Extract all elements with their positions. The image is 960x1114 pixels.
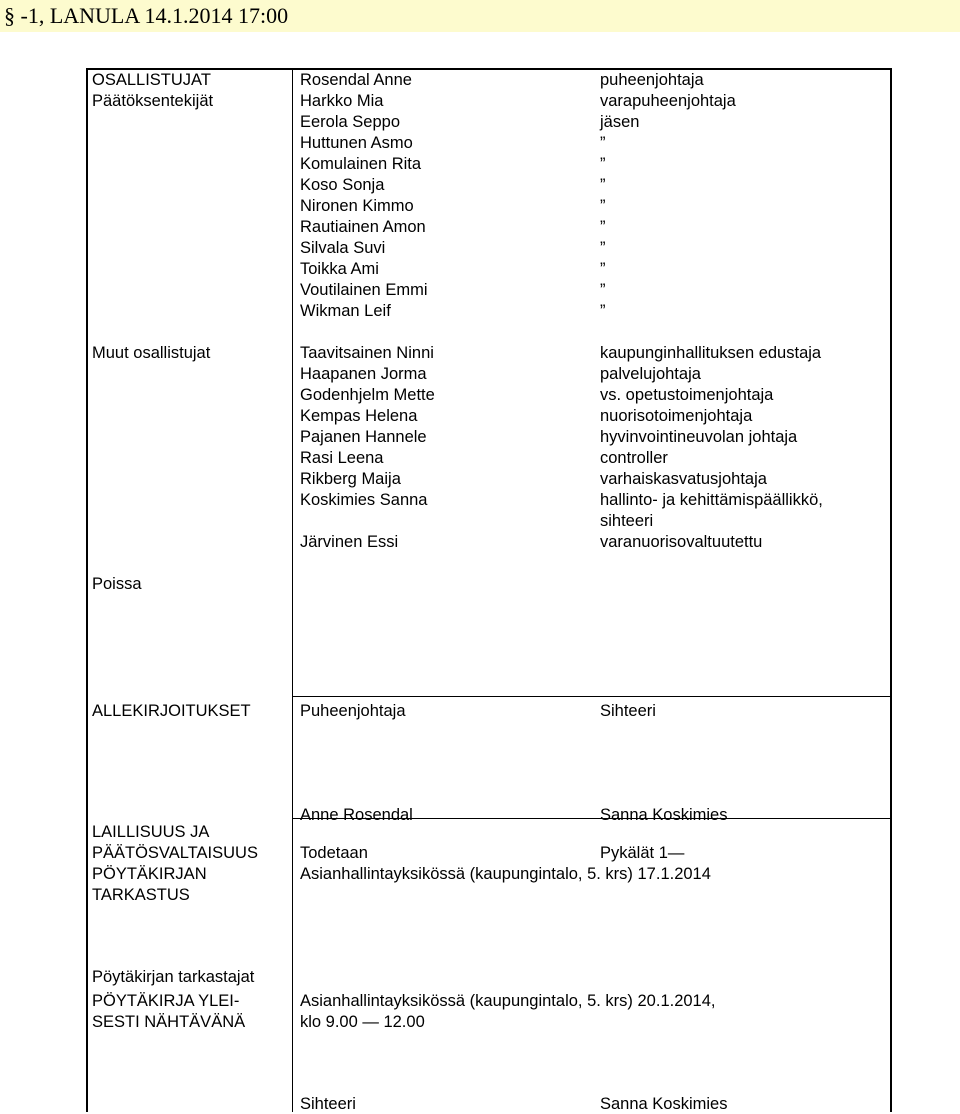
member-role: ”: [600, 197, 606, 215]
member-name: Huttunen Asmo: [300, 134, 413, 152]
participant-role: vs. opetustoimenjohtaja: [600, 386, 774, 404]
participant-name: Pajanen Hannele: [300, 428, 427, 446]
final-secretary-name: Sanna Koskimies: [600, 1095, 728, 1113]
participant-name: Haapanen Jorma: [300, 365, 427, 383]
member-name: Komulainen Rita: [300, 155, 422, 173]
member-role: ”: [600, 260, 606, 278]
participant-name: Taavitsainen Ninni: [300, 344, 434, 362]
participant-role: controller: [600, 449, 668, 467]
member-role: ”: [600, 302, 606, 320]
member-role: varapuheenjohtaja: [600, 92, 736, 110]
inspection-location: Asianhallintayksikössä (kaupungintalo, 5. krs) 17.1.2014: [300, 865, 711, 883]
member-name: Eerola Seppo: [300, 113, 400, 131]
member-role: ”: [600, 155, 606, 173]
participant-name: Koskimies Sanna: [300, 491, 428, 509]
member-role: jäsen: [600, 113, 640, 131]
secretary-name: Sanna Koskimies: [600, 806, 728, 824]
member-name: Toikka Ami: [300, 260, 379, 278]
member-name: Wikman Leif: [300, 302, 391, 320]
participant-name: Järvinen Essi: [300, 533, 399, 551]
legality-label-line1: LAILLISUUS JA: [92, 823, 210, 841]
table-border-left: [86, 68, 88, 1112]
absent-label: Poissa: [92, 575, 142, 593]
member-name: Silvala Suvi: [300, 239, 386, 257]
column-divider: [292, 68, 293, 1112]
secretary-signature-label: Sihteeri: [600, 702, 656, 720]
member-name: Rosendal Anne: [300, 71, 412, 89]
participant-role: nuorisotoimenjohtaja: [600, 407, 753, 425]
chair-signature-label: Puheenjohtaja: [300, 702, 406, 720]
final-secretary-label: Sihteeri: [300, 1095, 356, 1113]
participant-name: Rasi Leena: [300, 449, 384, 467]
signatures-label: ALLEKIRJOITUKSET: [92, 702, 251, 720]
member-name: Nironen Kimmo: [300, 197, 414, 215]
legality-statement: Todetaan: [300, 844, 368, 862]
participant-role: palvelujohtaja: [600, 365, 701, 383]
decision-makers-label: Päätöksentekijät: [92, 92, 214, 110]
member-name: Harkko Mia: [300, 92, 384, 110]
participant-name: Kempas Helena: [300, 407, 418, 425]
participant-name: Godenhjelm Mette: [300, 386, 435, 404]
public-display-label-line1: PÖYTÄKIRJA YLEI-: [92, 992, 240, 1010]
row-divider-signatures: [292, 696, 892, 697]
member-name: Voutilainen Emmi: [300, 281, 428, 299]
inspection-label-line1: PÖYTÄKIRJAN: [92, 865, 207, 883]
table-border-right: [890, 68, 892, 1112]
member-name: Rautiainen Amon: [300, 218, 426, 236]
member-role: ”: [600, 239, 606, 257]
member-role: ”: [600, 176, 606, 194]
participant-role: kaupunginhallituksen edustaja: [600, 344, 822, 362]
participant-name: Rikberg Maija: [300, 470, 401, 488]
member-name: Koso Sonja: [300, 176, 385, 194]
member-role: puheenjohtaja: [600, 71, 704, 89]
public-display-time: klo 9.00 — 12.00: [300, 1013, 425, 1031]
inspection-label-line2: TARKASTUS: [92, 886, 190, 904]
participant-role-continued: sihteeri: [600, 512, 654, 530]
document-header: [0, 0, 960, 32]
document-title: § -1, LANULA 14.1.2014 17:00: [4, 3, 289, 28]
public-display-label-line2: SESTI NÄHTÄVÄNÄ: [92, 1013, 246, 1031]
inspectors-label: Pöytäkirjan tarkastajat: [92, 968, 255, 986]
public-display-location: Asianhallintayksikössä (kaupungintalo, 5. krs) 20.1.2014,: [300, 992, 716, 1010]
member-role: ”: [600, 281, 606, 299]
participant-role: varanuorisovaltuutettu: [600, 533, 763, 551]
participants-heading: OSALLISTUJAT: [92, 71, 211, 89]
participant-role: varhaiskasvatusjohtaja: [600, 470, 767, 488]
participant-role: hallinto- ja kehittämispäällikkö,: [600, 491, 823, 509]
other-participants-label: Muut osallistujat: [92, 344, 211, 362]
legality-label-line2: PÄÄTÖSVALTAISUUS: [92, 844, 258, 862]
member-role: ”: [600, 134, 606, 152]
member-role: ”: [600, 218, 606, 236]
chair-name: Anne Rosendal: [300, 806, 413, 824]
sections-range: Pykälät 1—: [600, 844, 685, 862]
participant-role: hyvinvointineuvolan johtaja: [600, 428, 798, 446]
